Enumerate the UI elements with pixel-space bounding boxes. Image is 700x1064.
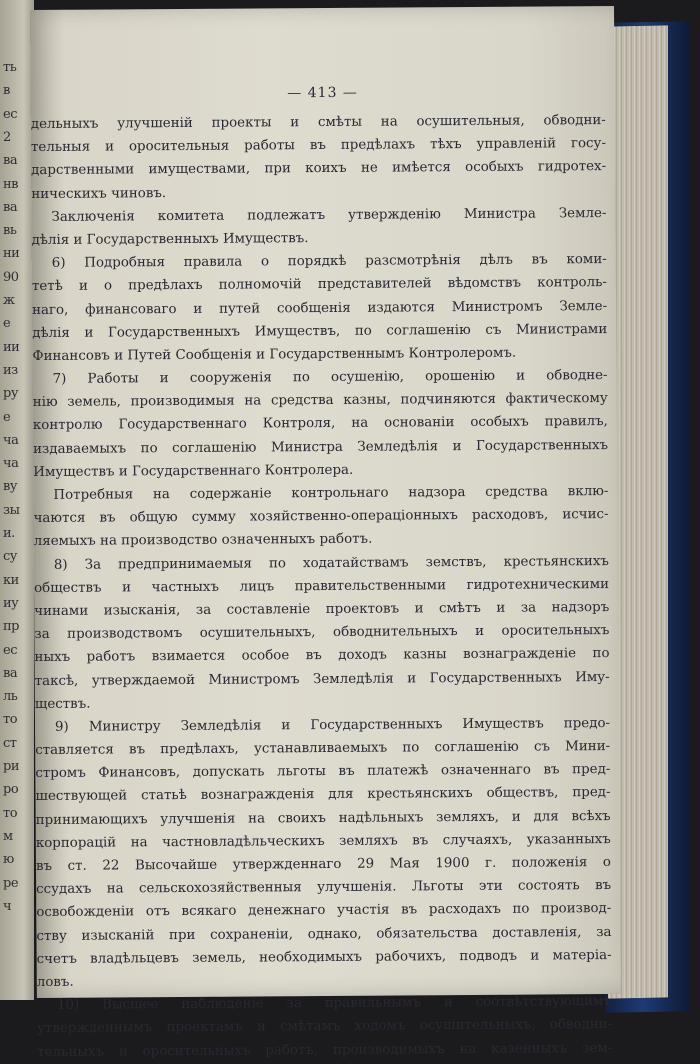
left-page-fragment: су [3,549,17,565]
left-page-fragment: ву [3,479,17,495]
left-page-fragment: ча [3,432,19,448]
left-page-fragment: ва [3,665,18,681]
left-page-fragment: ст [3,735,17,751]
text-line: утвержденнымъ проектамъ и смѣтамъ ходомъ осушительныхъ, обводни- [37,1017,613,1037]
text-line: принимающихъ улучшенiя на своихъ надѣльныхъ земляхъ, и для всѣхъ [35,808,611,828]
text-line: Потребныя на содержанiе контрольнаго надзора средства вклю- [53,484,609,503]
text-line: Финансовъ и Путей Сообщенiя и Государственнымъ Контролеромъ. [32,345,517,364]
left-page-fragment: 2 [3,129,11,145]
left-page-fragment: ль [3,689,18,705]
left-page-fragment: 90 [3,269,19,285]
left-page-fragment: ес [3,642,17,658]
text-line: ныхъ работъ взимается особое въ доходъ казны вознагражденiе по [34,646,610,666]
text-line: за производствомъ осушительныхъ, обводнительныхъ и оросительныхъ [34,623,610,643]
text-line: наго, финансоваго и путей сообщенiя издаются Министромъ Земле- [32,298,608,318]
text-line: освобожденiи отъ всякаго денежнаго участiя въ расходахъ по производ- [36,901,612,921]
text-line: ству изысканiй при сохраненiи, однако, обязательства доставленiя, за [36,924,612,944]
text-line: издаваемыхъ по соглашенiю Министра Земледѣлiя и Государственныхъ [33,437,609,457]
left-page-fragment: е [3,316,11,332]
left-page-fragment: ре [3,875,19,891]
text-line: нiю земель, производимыя на средства казны, подчиняются фактическому [32,391,608,411]
text-line: тетѣ и о предѣлахъ полномочiй представителей вѣдомствъ контроль- [31,275,607,295]
left-page-fragment: ю [3,852,14,868]
page-number: — 413 — [287,84,358,102]
left-page-fragment: ру [3,386,18,402]
left-page-fragment: ес [3,106,17,122]
text-line: ставляется въ предѣлахъ, устанавливаемыхъ по соглашенiю съ Мини- [35,739,611,759]
text-line: 9) Министру Земледѣлiя и Государственныхъ Имуществъ предо- [54,715,611,735]
left-page-fragment: ва [3,199,18,215]
left-page-fragment: м [3,828,13,844]
text-line: Заключенiя комитета подлежатъ утвержденiю Министра Земле- [51,205,607,225]
left-page-fragment: ни [3,246,20,262]
left-page-fragment: вь [3,223,17,239]
text-line: шествующей статьѣ вознагражденiя для крестьянскихъ обществъ, пред- [35,785,611,805]
left-page-fragment: ча [3,456,19,472]
text-line: тельныя и оросительныя работы въ предѣлахъ тѣхъ управленiй госу- [30,136,607,156]
text-line: стромъ Финансовъ, допускать льготы въ платежѣ означеннаго въ пред- [35,762,611,782]
text-line: ническихъ чиновъ. [31,185,167,202]
text-line: контролю Государственнаго Контроля, на основанiи особыхъ правилъ, [32,414,608,434]
text-line: таксѣ, утверждаемой Министромъ Земледѣлiя и Государственныхъ Иму- [34,669,610,689]
left-page-fragment: ва [3,153,18,169]
left-page-fragment: то [3,805,18,821]
text-line: Имуществъ и Государственнаго Контролера. [33,462,354,480]
book-page [30,6,621,1060]
text-line: 10) Высшее наблюденiе за правильнымъ и соотвѣтствующимъ [56,994,612,1013]
text-line: въ ст. 22 Высочайше утвержденнаго 29 Мая 1900 г. положенiя о [35,855,612,875]
text-line: ляемыхъ на производство означенныхъ работъ. [33,532,373,550]
left-page-fragment: ть [3,60,17,75]
text-line: чаются въ общую сумму хозяйственно-операцiонныхъ расходовъ, исчис- [33,507,609,527]
left-page-fragment: е [3,409,11,425]
left-page-fragment: и. [3,526,15,541]
left-page-fragment: ри [3,759,19,774]
left-page-fragment: иу [3,595,19,611]
text-line: 7) Работы и сооруженiя по осушенiю, орошенiю и обводне- [52,368,608,387]
page-body-text [30,110,613,1064]
text-line: корпорацiй на частновладѣльческихъ земляхъ въ случаяхъ, указанныхъ [35,831,611,851]
text-line: чинами изысканiя, за составленiе проектовъ и смѣтъ и за надзоръ [34,599,610,619]
text-line: дѣлiя и Государственныхъ Имуществъ. [31,231,309,248]
left-page-fragment: ро [3,782,19,798]
left-page-fragment: из [3,362,18,378]
text-line: ловъ. [36,974,74,990]
left-page-fragment: пр [3,619,19,635]
left-page-fragment: нв [3,176,18,192]
left-page-fragment: ии [3,339,20,355]
text-line: 6) Подробныя правила о порядкѣ разсмотрѣнiя дѣлъ въ коми- [51,252,607,272]
left-page-fragment: в [3,83,10,99]
left-page-fragment: ж [3,293,15,308]
text-line: счетъ владѣльцевъ земель, необходимыхъ рабочихъ, подводъ и матерiа- [36,947,612,967]
left-page-fragment: зы [3,502,20,518]
left-page-fragment: ки [3,572,19,588]
text-line: дѣлiя и Государственныхъ Имуществъ, по соглашенiю съ Министрами [32,321,608,341]
left-page-fragment: то [3,712,18,728]
text-line: ществъ. [34,696,91,712]
text-line: дарственными имуществами, при коихъ не имѣется особыхъ гидротех- [31,159,607,179]
text-line: ссудахъ на сельскохозяйственныя улучшенiя. Льготы эти состоять въ [36,878,612,898]
text-line: дельныхъ улучшенiй проекты и смѣты на осушительныя, обводни- [30,113,606,133]
text-line: обществъ и частныхъ лицъ правительственными гидротехническими [33,576,610,596]
text-line: тельныхъ и оросительныхъ работъ, производимыхъ на казенныхъ зем- [37,1040,613,1060]
text-line: 8) За предпринимаемыя по ходатайствамъ земствъ, крестьянскихъ [53,553,609,573]
left-page-fragment: ч [3,898,12,914]
left-page-edge [0,0,34,1000]
